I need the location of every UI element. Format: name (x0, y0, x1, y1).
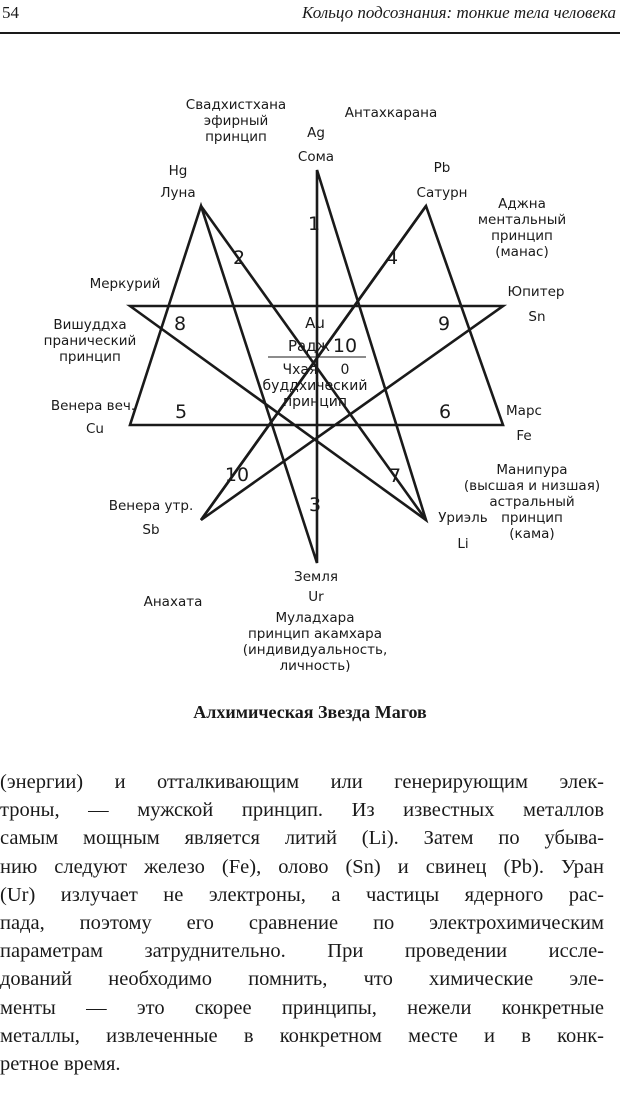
text-line: ретное время. (0, 1052, 121, 1075)
label-ajna: Аджна (498, 196, 546, 212)
text-line: дований необходимо помнить, что химические эле- (0, 968, 604, 991)
text-line: (Ur) излучает не электроны, а частицы ядерного рас- (0, 883, 604, 906)
label-yupiter: Юпитер (507, 284, 565, 300)
center-buddhic: буддхический (262, 378, 368, 394)
label-svadhisthana: эфирный (203, 113, 269, 129)
label-cu: Cu (86, 421, 104, 437)
segment-number: 9 (437, 313, 451, 335)
text-line: металлы, извлеченные в конкретном месте и в конк- (0, 1024, 604, 1047)
label-vishuddha: Вишуддха (53, 317, 127, 333)
label-muladhara: (индивидуальность, (242, 642, 388, 658)
segment-number: 3 (308, 494, 322, 516)
text-line: нию следуют железо (Fe), олово (Sn) и свинец (Pb). Уран (0, 855, 604, 878)
running-title: Кольцо подсознания: тонкие тела человека (302, 3, 616, 22)
label-anahata: Анахата (143, 594, 203, 610)
center-principle: принцип (282, 394, 348, 410)
text-line: троны, — мужской принцип. Из известных металлов (0, 799, 604, 822)
label-ajna: принцип (491, 228, 553, 244)
label-manipura: принцип (501, 510, 563, 526)
label-sn: Sn (528, 309, 546, 325)
label-li: Li (457, 536, 469, 552)
star-diagram (0, 60, 620, 700)
body-paragraph (0, 768, 604, 1078)
label-manipura: Манипура (496, 462, 568, 478)
segment-number: 1 (307, 213, 321, 235)
label-mars: Марс (506, 403, 542, 419)
text-line: самым мощным является литий (Li). Затем по убыва- (0, 827, 604, 850)
label-manipura: астральный (489, 494, 575, 510)
page-number: 54 (2, 3, 19, 22)
label-saturn: Сатурн (416, 185, 468, 201)
label-uriel: Уриэль (438, 510, 488, 526)
segment-number: 8 (173, 313, 187, 335)
label-zemlya: Земля (294, 569, 338, 585)
label-sb: Sb (142, 522, 160, 538)
text-line: параметрам затруднительно. При проведении иссле- (0, 940, 604, 963)
label-venera-utr: Венера утр. (108, 498, 194, 514)
segment-number: 7 (388, 465, 402, 487)
label-muladhara: принцип акамхара (247, 626, 383, 642)
text-line: менты — это скорее принципы, нежели конкретные (0, 996, 604, 1019)
label-manipura: (кама) (509, 526, 555, 542)
label-ajna: ментальный (477, 212, 567, 228)
label-vishuddha: принцип (59, 349, 121, 365)
segment-number: 4 (385, 247, 399, 269)
label-ag: Ag (307, 125, 325, 141)
segment-number: 5 (174, 401, 188, 423)
center-chkhaya-number: 0 (340, 362, 350, 378)
label-ajna: (манас) (495, 244, 549, 260)
label-hg: Hg (168, 163, 188, 179)
label-svadhisthana: принцип (205, 129, 267, 145)
center-chkhaya: Чхая (282, 362, 318, 378)
label-venera-vech: Венера веч. (50, 398, 136, 414)
label-merkuriy: Меркурий (89, 276, 161, 292)
text-line: (энергии) и отталкивающим или генерирующим элек- (0, 771, 604, 793)
center-au: Au (305, 314, 325, 332)
label-muladhara: Муладхара (275, 610, 355, 626)
star-figure (0, 60, 620, 700)
segment-number: 2 (232, 247, 246, 269)
figure-caption: Алхимическая Звезда Магов (193, 702, 427, 722)
label-muladhara: личность) (279, 658, 351, 674)
label-luna: Луна (160, 185, 196, 201)
label-svadhisthana: Свадхистхана (185, 97, 287, 113)
label-ur: Ur (308, 589, 324, 605)
label-vishuddha: пранический (43, 333, 137, 349)
center-radzh: Радж (287, 337, 331, 355)
label-soma: Сома (297, 149, 335, 165)
text-line: пада, поэтому его сравнение по электрохимическим (0, 911, 604, 934)
label-fe: Fe (516, 428, 532, 444)
label-pb: Pb (433, 160, 451, 176)
center-radzh-number: 10 (332, 335, 358, 357)
label-antahkarana: Антахкарана (344, 105, 438, 121)
label-manipura: (высшая и низшая) (463, 478, 601, 494)
header-rule (0, 32, 620, 34)
segment-number: 10 (224, 464, 250, 486)
segment-number: 6 (438, 401, 452, 423)
page-header (0, 0, 620, 34)
